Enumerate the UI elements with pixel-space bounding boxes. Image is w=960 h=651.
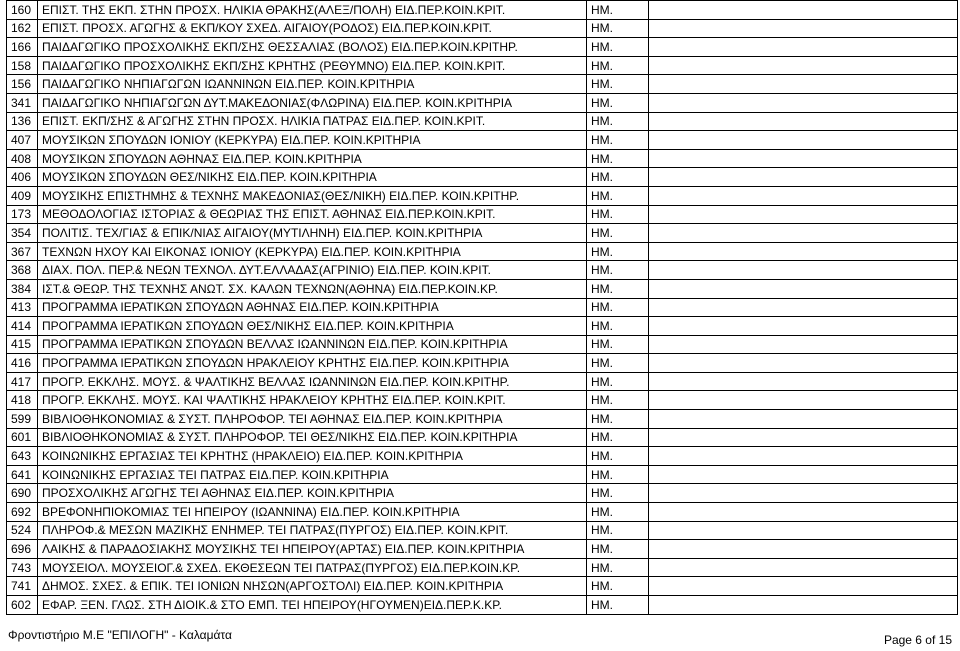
empty-cell — [649, 1, 958, 20]
program-type: ΗΜ. — [587, 224, 649, 243]
program-description: ΠΑΙΔΑΓΩΓΙΚΟ ΝΗΠΙΑΓΩΓΩΝ ΙΩΑΝΝΙΝΩΝ ΕΙΔ.ΠΕΡ. ΚΟΙΝ.ΚΡΙΤΗΡΙΑ — [38, 75, 587, 94]
program-type: ΗΜ. — [587, 298, 649, 317]
program-description: ΜΟΥΣΙΚΩΝ ΣΠΟΥΔΩΝ ΘΕΣ/ΝΙΚΗΣ ΕΙΔ.ΠΕΡ. ΚΟΙΝ.ΚΡΙΤΗΡΙΑ — [38, 168, 587, 187]
empty-cell — [649, 38, 958, 57]
empty-cell — [649, 484, 958, 503]
table-row — [7, 335, 958, 354]
program-description: ΕΠΙΣΤ. ΕΚΠ/ΣΗΣ & ΑΓΩΓΗΣ ΣΤΗΝ ΠΡΟΣΧ. ΗΛΙΚΙΑ ΠΑΤΡΑΣ ΕΙΔ.ΠΕΡ. ΚΟΙΝ.ΚΡΙΤ. — [38, 112, 587, 131]
program-code: 416 — [7, 354, 38, 373]
program-code: 406 — [7, 168, 38, 187]
empty-cell — [649, 112, 958, 131]
program-type: ΗΜ. — [587, 205, 649, 224]
program-code: 162 — [7, 19, 38, 38]
program-description: ΔΙΑΧ. ΠΟΛ. ΠΕΡ.& ΝΕΩΝ ΤΕΧΝΟΛ. ΔΥΤ.ΕΛΛΑΔΑΣ(ΑΓΡΙΝΙΟ) ΕΙΔ.ΠΕΡ. ΚΟΙΝ.ΚΡΙΤ. — [38, 261, 587, 280]
table-row — [7, 279, 958, 298]
program-code: 413 — [7, 298, 38, 317]
table-row — [7, 484, 958, 503]
table-row — [7, 75, 958, 94]
program-description: ΤΕΧΝΩΝ ΗΧΟΥ ΚΑΙ ΕΙΚΟΝΑΣ ΙΟΝΙΟΥ (ΚΕΡΚΥΡΑ) ΕΙΔ.ΠΕΡ. ΚΟΙΝ.ΚΡΙΤΗΡΙΑ — [38, 242, 587, 261]
program-code: 407 — [7, 131, 38, 150]
program-code: 417 — [7, 372, 38, 391]
program-description: ΠΡΟΓΡ. ΕΚΚΛΗΣ. ΜΟΥΣ. & ΨΑΛΤΙΚΗΣ ΒΕΛΛΑΣ ΙΩΑΝΝΙΝΩΝ ΕΙΔ.ΠΕΡ. ΚΟΙΝ.ΚΡΙΤΗΡ. — [38, 372, 587, 391]
empty-cell — [649, 465, 958, 484]
program-code: 643 — [7, 447, 38, 466]
program-type: ΗΜ. — [587, 410, 649, 429]
program-type: ΗΜ. — [587, 112, 649, 131]
program-code: 743 — [7, 558, 38, 577]
program-code: 415 — [7, 335, 38, 354]
program-description: ΙΣΤ.& ΘΕΩΡ. ΤΗΣ ΤΕΧΝΗΣ ΑΝΩΤ. ΣΧ. ΚΑΛΩΝ ΤΕΧΝΩΝ(ΑΘΗΝΑ) ΕΙΔ.ΠΕΡ.ΚΟΙΝ.ΚΡ. — [38, 279, 587, 298]
empty-cell — [649, 149, 958, 168]
table-row — [7, 112, 958, 131]
program-code: 641 — [7, 465, 38, 484]
program-type: ΗΜ. — [587, 38, 649, 57]
program-type: ΗΜ. — [587, 540, 649, 559]
program-type: ΗΜ. — [587, 335, 649, 354]
program-code: 692 — [7, 503, 38, 522]
program-code: 384 — [7, 279, 38, 298]
program-description: ΠΡΟΓΡ. ΕΚΚΛΗΣ. ΜΟΥΣ. ΚΑΙ ΨΑΛΤΙΚΗΣ ΗΡΑΚΛΕΙΟΥ ΚΡΗΤΗΣ ΕΙΔ.ΠΕΡ. ΚΟΙΝ.ΚΡΙΤ. — [38, 391, 587, 410]
program-description: ΠΟΛΙΤΙΣ. ΤΕΧ/ΓΙΑΣ & ΕΠΙΚ/ΝΙΑΣ ΑΙΓΑΙΟΥ(ΜΥΤΙΛΗΝΗ) ΕΙΔ.ΠΕΡ. ΚΟΙΝ.ΚΡΙΤΗΡΙΑ — [38, 224, 587, 243]
program-description: ΕΠΙΣΤ. ΠΡΟΣΧ. ΑΓΩΓΗΣ & ΕΚΠ/ΚΟΥ ΣΧΕΔ. ΑΙΓΑΙΟΥ(ΡΟΔΟΣ) ΕΙΔ.ΠΕΡ.ΚΟΙΝ.ΚΡΙΤ. — [38, 19, 587, 38]
footer-school-name: Φροντιστήριο Μ.Ε "ΕΠΙΛΟΓΗ" - Καλαμάτα — [8, 628, 232, 642]
program-code: 524 — [7, 521, 38, 540]
empty-cell — [649, 596, 958, 615]
table-row — [7, 428, 958, 447]
program-type: ΗΜ. — [587, 131, 649, 150]
program-code: 156 — [7, 75, 38, 94]
empty-cell — [649, 540, 958, 559]
program-type: ΗΜ. — [587, 317, 649, 336]
program-description: ΠΡΟΓΡΑΜΜΑ ΙΕΡΑΤΙΚΩΝ ΣΠΟΥΔΩΝ ΗΡΑΚΛΕΙΟΥ ΚΡΗΤΗΣ ΕΙΔ.ΠΕΡ. ΚΟΙΝ.ΚΡΙΤΗΡΙΑ — [38, 354, 587, 373]
program-code: 341 — [7, 93, 38, 112]
table-row — [7, 38, 958, 57]
program-description: ΜΟΥΣΙΚΗΣ ΕΠΙΣΤΗΜΗΣ & ΤΕΧΝΗΣ ΜΑΚΕΔΟΝΙΑΣ(ΘΕΣ/ΝΙΚΗ) ΕΙΔ.ΠΕΡ. ΚΟΙΝ.ΚΡΙΤΗΡ. — [38, 186, 587, 205]
table-row — [7, 186, 958, 205]
program-description: ΠΑΙΔΑΓΩΓΙΚΟ ΠΡΟΣΧΟΛΙΚΗΣ ΕΚΠ/ΣΗΣ ΘΕΣΣΑΛΙΑΣ (ΒΟΛΟΣ) ΕΙΔ.ΠΕΡ.ΚΟΙΝ.ΚΡΙΤΗΡ. — [38, 38, 587, 57]
program-description: ΠΡΟΓΡΑΜΜΑ ΙΕΡΑΤΙΚΩΝ ΣΠΟΥΔΩΝ ΑΘΗΝΑΣ ΕΙΔ.ΠΕΡ. ΚΟΙΝ.ΚΡΙΤΗΡΙΑ — [38, 298, 587, 317]
program-type: ΗΜ. — [587, 149, 649, 168]
program-description: ΒΡΕΦΟΝΗΠΙΟΚΟΜΙΑΣ ΤΕΙ ΗΠΕΙΡΟΥ (ΙΩΑΝΝΙΝΑ) ΕΙΔ.ΠΕΡ. ΚΟΙΝ.ΚΡΙΤΗΡΙΑ — [38, 503, 587, 522]
empty-cell — [649, 447, 958, 466]
empty-cell — [649, 279, 958, 298]
table-row — [7, 503, 958, 522]
program-type: ΗΜ. — [587, 279, 649, 298]
program-type: ΗΜ. — [587, 56, 649, 75]
program-code: 173 — [7, 205, 38, 224]
table-row — [7, 205, 958, 224]
program-code: 418 — [7, 391, 38, 410]
program-description: ΚΟΙΝΩΝΙΚΗΣ ΕΡΓΑΣΙΑΣ ΤΕΙ ΠΑΤΡΑΣ ΕΙΔ.ΠΕΡ. ΚΟΙΝ.ΚΡΙΤΗΡΙΑ — [38, 465, 587, 484]
empty-cell — [649, 186, 958, 205]
empty-cell — [649, 354, 958, 373]
table-row — [7, 149, 958, 168]
program-code: 160 — [7, 1, 38, 20]
table-row — [7, 596, 958, 615]
program-code: 408 — [7, 149, 38, 168]
program-code: 354 — [7, 224, 38, 243]
table-row — [7, 261, 958, 280]
table-row — [7, 56, 958, 75]
program-description: ΠΡΟΣΧΟΛΙΚΗΣ ΑΓΩΓΗΣ ΤΕΙ ΑΘΗΝΑΣ ΕΙΔ.ΠΕΡ. ΚΟΙΝ.ΚΡΙΤΗΡΙΑ — [38, 484, 587, 503]
empty-cell — [649, 558, 958, 577]
program-type: ΗΜ. — [587, 391, 649, 410]
program-description: ΕΦΑΡ. ΞΕΝ. ΓΛΩΣ. ΣΤΗ ΔΙΟΙΚ.& ΣΤΟ ΕΜΠ. ΤΕΙ ΗΠΕΙΡΟΥ(ΗΓΟΥΜΕΝ)ΕΙΔ.ΠΕΡ.Κ.ΚΡ. — [38, 596, 587, 615]
program-type: ΗΜ. — [587, 484, 649, 503]
program-code: 166 — [7, 38, 38, 57]
empty-cell — [649, 261, 958, 280]
footer-page-number: Page 6 of 15 — [883, 633, 952, 647]
program-description: ΠΑΙΔΑΓΩΓΙΚΟ ΝΗΠΙΑΓΩΓΩΝ ΔΥΤ.ΜΑΚΕΔΟΝΙΑΣ(ΦΛΩΡΙΝΑ) ΕΙΔ.ΠΕΡ. ΚΟΙΝ.ΚΡΙΤΗΡΙΑ — [38, 93, 587, 112]
program-code: 602 — [7, 596, 38, 615]
program-description: ΚΟΙΝΩΝΙΚΗΣ ΕΡΓΑΣΙΑΣ ΤΕΙ ΚΡΗΤΗΣ (ΗΡΑΚΛΕΙΟ) ΕΙΔ.ΠΕΡ. ΚΟΙΝ.ΚΡΙΤΗΡΙΑ — [38, 447, 587, 466]
program-type: ΗΜ. — [587, 428, 649, 447]
empty-cell — [649, 391, 958, 410]
program-description: ΜΕΘΟΔΟΛΟΓΙΑΣ ΙΣΤΟΡΙΑΣ & ΘΕΩΡΙΑΣ ΤΗΣ ΕΠΙΣΤ. ΑΘΗΝΑΣ ΕΙΔ.ΠΕΡ.ΚΟΙΝ.ΚΡΙΤ. — [38, 205, 587, 224]
empty-cell — [649, 168, 958, 187]
table-row — [7, 19, 958, 38]
program-code: 601 — [7, 428, 38, 447]
program-description: ΜΟΥΣΙΚΩΝ ΣΠΟΥΔΩΝ ΙΟΝΙΟΥ (ΚΕΡΚΥΡΑ) ΕΙΔ.ΠΕΡ. ΚΟΙΝ.ΚΡΙΤΗΡΙΑ — [38, 131, 587, 150]
program-description: ΠΛΗΡΟΦ.& ΜΕΣΩΝ ΜΑΖΙΚΗΣ ΕΝΗΜΕΡ. ΤΕΙ ΠΑΤΡΑΣ(ΠΥΡΓΟΣ) ΕΙΔ.ΠΕΡ. ΚΟΙΝ.ΚΡΙΤ. — [38, 521, 587, 540]
program-code: 690 — [7, 484, 38, 503]
empty-cell — [649, 298, 958, 317]
table-row — [7, 1, 958, 20]
empty-cell — [649, 93, 958, 112]
empty-cell — [649, 75, 958, 94]
program-code: 136 — [7, 112, 38, 131]
program-type: ΗΜ. — [587, 465, 649, 484]
program-type: ΗΜ. — [587, 75, 649, 94]
empty-cell — [649, 131, 958, 150]
table-row — [7, 410, 958, 429]
table-row — [7, 540, 958, 559]
table-row — [7, 168, 958, 187]
program-type: ΗΜ. — [587, 186, 649, 205]
empty-cell — [649, 503, 958, 522]
empty-cell — [649, 19, 958, 38]
empty-cell — [649, 242, 958, 261]
table-row — [7, 521, 958, 540]
empty-cell — [649, 428, 958, 447]
program-description: ΕΠΙΣΤ. ΤΗΣ ΕΚΠ. ΣΤΗΝ ΠΡΟΣΧ. ΗΛΙΚΙΑ ΘΡΑΚΗΣ(ΑΛΕΞ/ΠΟΛΗ) ΕΙΔ.ΠΕΡ.ΚΟΙΝ.ΚΡΙΤ. — [38, 1, 587, 20]
table-row — [7, 372, 958, 391]
program-code: 409 — [7, 186, 38, 205]
program-type: ΗΜ. — [587, 261, 649, 280]
program-type: ΗΜ. — [587, 503, 649, 522]
program-code: 741 — [7, 577, 38, 596]
program-code: 158 — [7, 56, 38, 75]
program-type: ΗΜ. — [587, 447, 649, 466]
program-code: 696 — [7, 540, 38, 559]
program-type: ΗΜ. — [587, 558, 649, 577]
program-table — [6, 0, 958, 615]
program-type: ΗΜ. — [587, 372, 649, 391]
program-code: 414 — [7, 317, 38, 336]
empty-cell — [649, 410, 958, 429]
program-description: ΛΑΙΚΗΣ & ΠΑΡΑΔΟΣΙΑΚΗΣ ΜΟΥΣΙΚΗΣ ΤΕΙ ΗΠΕΙΡΟΥ(ΑΡΤΑΣ) ΕΙΔ.ΠΕΡ. ΚΟΙΝ.ΚΡΙΤΗΡΙΑ — [38, 540, 587, 559]
program-description: ΒΙΒΛΙΟΘΗΚΟΝΟΜΙΑΣ & ΣΥΣΤ. ΠΛΗΡΟΦΟΡ. ΤΕΙ ΑΘΗΝΑΣ ΕΙΔ.ΠΕΡ. ΚΟΙΝ.ΚΡΙΤΗΡΙΑ — [38, 410, 587, 429]
empty-cell — [649, 521, 958, 540]
program-type: ΗΜ. — [587, 596, 649, 615]
program-code: 599 — [7, 410, 38, 429]
program-type: ΗΜ. — [587, 242, 649, 261]
program-type: ΗΜ. — [587, 577, 649, 596]
program-description: ΔΗΜΟΣ. ΣΧΕΣ. & ΕΠΙΚ. ΤΕΙ ΙΟΝΙΩΝ ΝΗΣΩΝ(ΑΡΓΟΣΤΟΛΙ) ΕΙΔ.ΠΕΡ. ΚΟΙΝ.ΚΡΙΤΗΡΙΑ — [38, 577, 587, 596]
table-row — [7, 317, 958, 336]
empty-cell — [649, 56, 958, 75]
table-row — [7, 577, 958, 596]
program-description: ΠΑΙΔΑΓΩΓΙΚΟ ΠΡΟΣΧΟΛΙΚΗΣ ΕΚΠ/ΣΗΣ ΚΡΗΤΗΣ (ΡΕΘΥΜΝΟ) ΕΙΔ.ΠΕΡ. ΚΟΙΝ.ΚΡΙΤ. — [38, 56, 587, 75]
program-description: ΒΙΒΛΙΟΘΗΚΟΝΟΜΙΑΣ & ΣΥΣΤ. ΠΛΗΡΟΦΟΡ. ΤΕΙ ΘΕΣ/ΝΙΚΗΣ ΕΙΔ.ΠΕΡ. ΚΟΙΝ.ΚΡΙΤΗΡΙΑ — [38, 428, 587, 447]
table-row — [7, 465, 958, 484]
program-type: ΗΜ. — [587, 93, 649, 112]
table-row — [7, 354, 958, 373]
program-description: ΜΟΥΣΙΚΩΝ ΣΠΟΥΔΩΝ ΑΘΗΝΑΣ ΕΙΔ.ΠΕΡ. ΚΟΙΝ.ΚΡΙΤΗΡΙΑ — [38, 149, 587, 168]
program-code: 367 — [7, 242, 38, 261]
table-row — [7, 224, 958, 243]
program-description: ΜΟΥΣΕΙΟΛ. ΜΟΥΣΕΙΟΓ.& ΣΧΕΔ. ΕΚΘΕΣΕΩΝ ΤΕΙ ΠΑΤΡΑΣ(ΠΥΡΓΟΣ) ΕΙΔ.ΠΕΡ.ΚΟΙΝ.ΚΡ. — [38, 558, 587, 577]
program-code: 368 — [7, 261, 38, 280]
table-row — [7, 242, 958, 261]
program-type: ΗΜ. — [587, 521, 649, 540]
empty-cell — [649, 335, 958, 354]
program-description: ΠΡΟΓΡΑΜΜΑ ΙΕΡΑΤΙΚΩΝ ΣΠΟΥΔΩΝ ΒΕΛΛΑΣ ΙΩΑΝΝΙΝΩΝ ΕΙΔ.ΠΕΡ. ΚΟΙΝ.ΚΡΙΤΗΡΙΑ — [38, 335, 587, 354]
program-type: ΗΜ. — [587, 19, 649, 38]
program-type: ΗΜ. — [587, 354, 649, 373]
table-row — [7, 131, 958, 150]
program-type: ΗΜ. — [587, 168, 649, 187]
table-row — [7, 298, 958, 317]
table-row — [7, 93, 958, 112]
table-body — [7, 1, 958, 615]
empty-cell — [649, 317, 958, 336]
program-type: ΗΜ. — [587, 1, 649, 20]
empty-cell — [649, 577, 958, 596]
program-description: ΠΡΟΓΡΑΜΜΑ ΙΕΡΑΤΙΚΩΝ ΣΠΟΥΔΩΝ ΘΕΣ/ΝΙΚΗΣ ΕΙΔ.ΠΕΡ. ΚΟΙΝ.ΚΡΙΤΗΡΙΑ — [38, 317, 587, 336]
table-row — [7, 447, 958, 466]
empty-cell — [649, 224, 958, 243]
empty-cell — [649, 205, 958, 224]
table-row — [7, 558, 958, 577]
table-row — [7, 391, 958, 410]
empty-cell — [649, 372, 958, 391]
